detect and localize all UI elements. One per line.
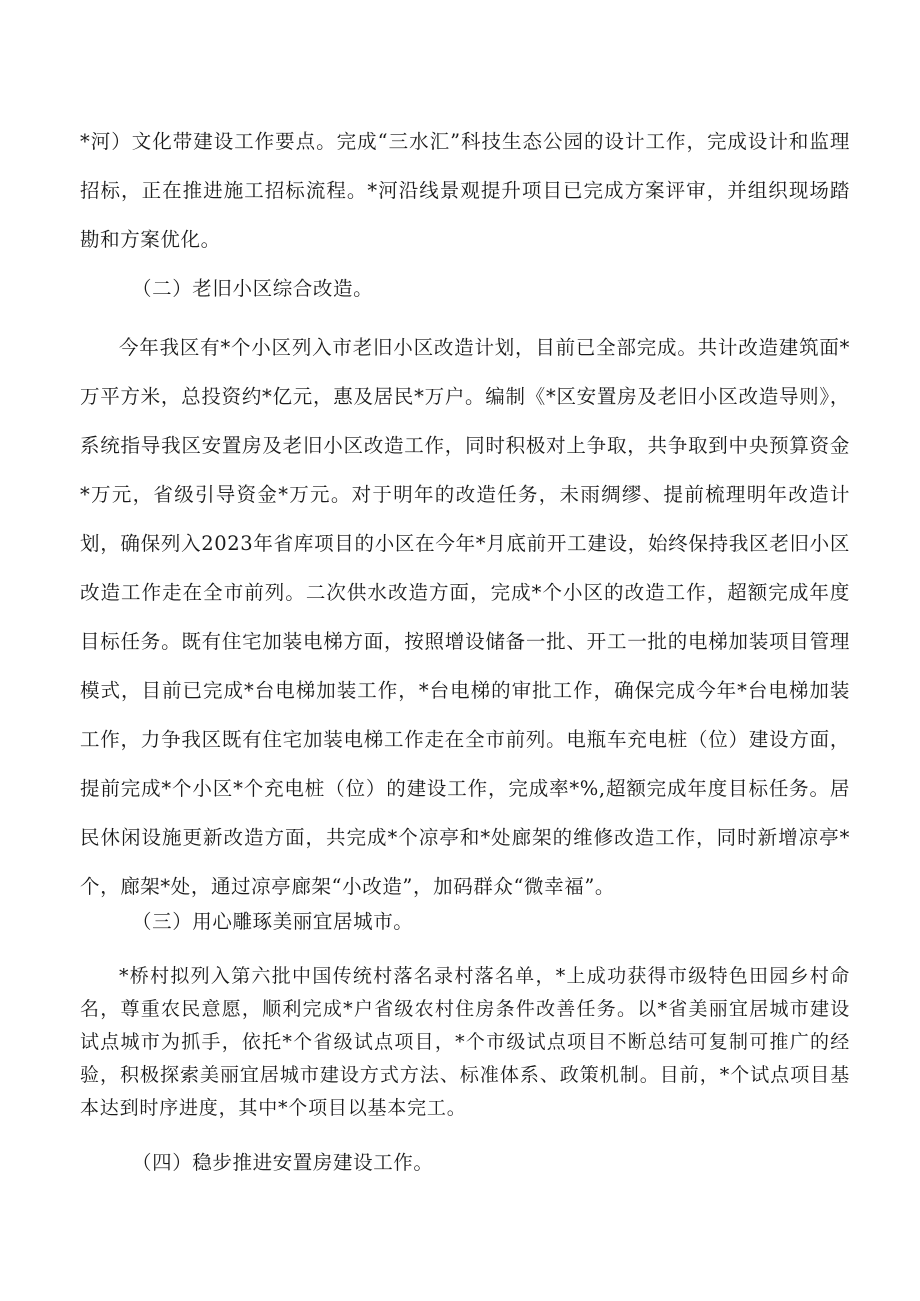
paragraph-canal-culture: *河）文化带建设工作要点。完成“三水汇”科技生态公园的设计工作，完成设计和监理招标，正在推进施工招标流程。*河沿线景观提升项目已完成方案评审，并组织现场踏勘和方案优化。 <box>80 130 850 251</box>
section-heading-old-communities: （二）老旧小区综合改造。 <box>132 277 374 300</box>
section-heading-resettlement-housing: （四）稳步推进安置房建设工作。 <box>132 1151 434 1174</box>
section-heading-livable-city: （三）用心雕琢美丽宜居城市。 <box>132 910 414 933</box>
paragraph-livable-city: *桥村拟列入第六批中国传统村落名录村落名单，*上成功获得市级特色田园乡村命名，尊重农民意愿，顺利完成*户省级农村住房条件改善任务。以*省美丽宜居城市建设试点城市为抓手，依托*个省级试点项目，*个市级试点项目不断总结可复制可推广的经验，积极探索美丽宜居城市建设方式方法、标准体系、政策机制。目前，*个试点项目基本达到时序进度，其中*个项目以基本完工。 <box>80 965 850 1119</box>
paragraph-old-communities: 今年我区有*个小区列入市老旧小区改造计划，目前已全部完成。共计改造建筑面*万平方米，总投资约*亿元，惠及居民*万户。编制《*区安置房及老旧小区改造导则》，系统指导我区安置房及老旧小区改造工作，同时积极对上争取，共争取到中央预算资金*万元，省级引导资金*万元。对于明年的改造任务，未雨绸缪、提前梳理明年改造计划，确保列入2023年省库项目的小区在今年*月底前开工建设，始终保持我区老旧小区改造工作走在全市前列。二次供水改造方面，完成*个小区的改造工作，超额完成年度目标任务。既有住宅加装电梯方面，按照增设储备一批、开工一批的电梯加装项目管理模式，目前已完成*台电梯加装工作，*台电梯的审批工作，确保完成今年*台电梯加装工作，力争我区既有住宅加装电梯工作走在全市前列。电瓶车充电桩（位）建设方面，提前完成*个小区*个充电桩（位）的建设工作，完成率*%,超额完成年度目标任务。居民休闲设施更新改造方面，共完成*个凉亭和*处廊架的维修改造工作，同时新增凉亭*个，廊架*处，通过凉亭廊架“小改造”，加码群众“微幸福”。 <box>80 336 850 898</box>
